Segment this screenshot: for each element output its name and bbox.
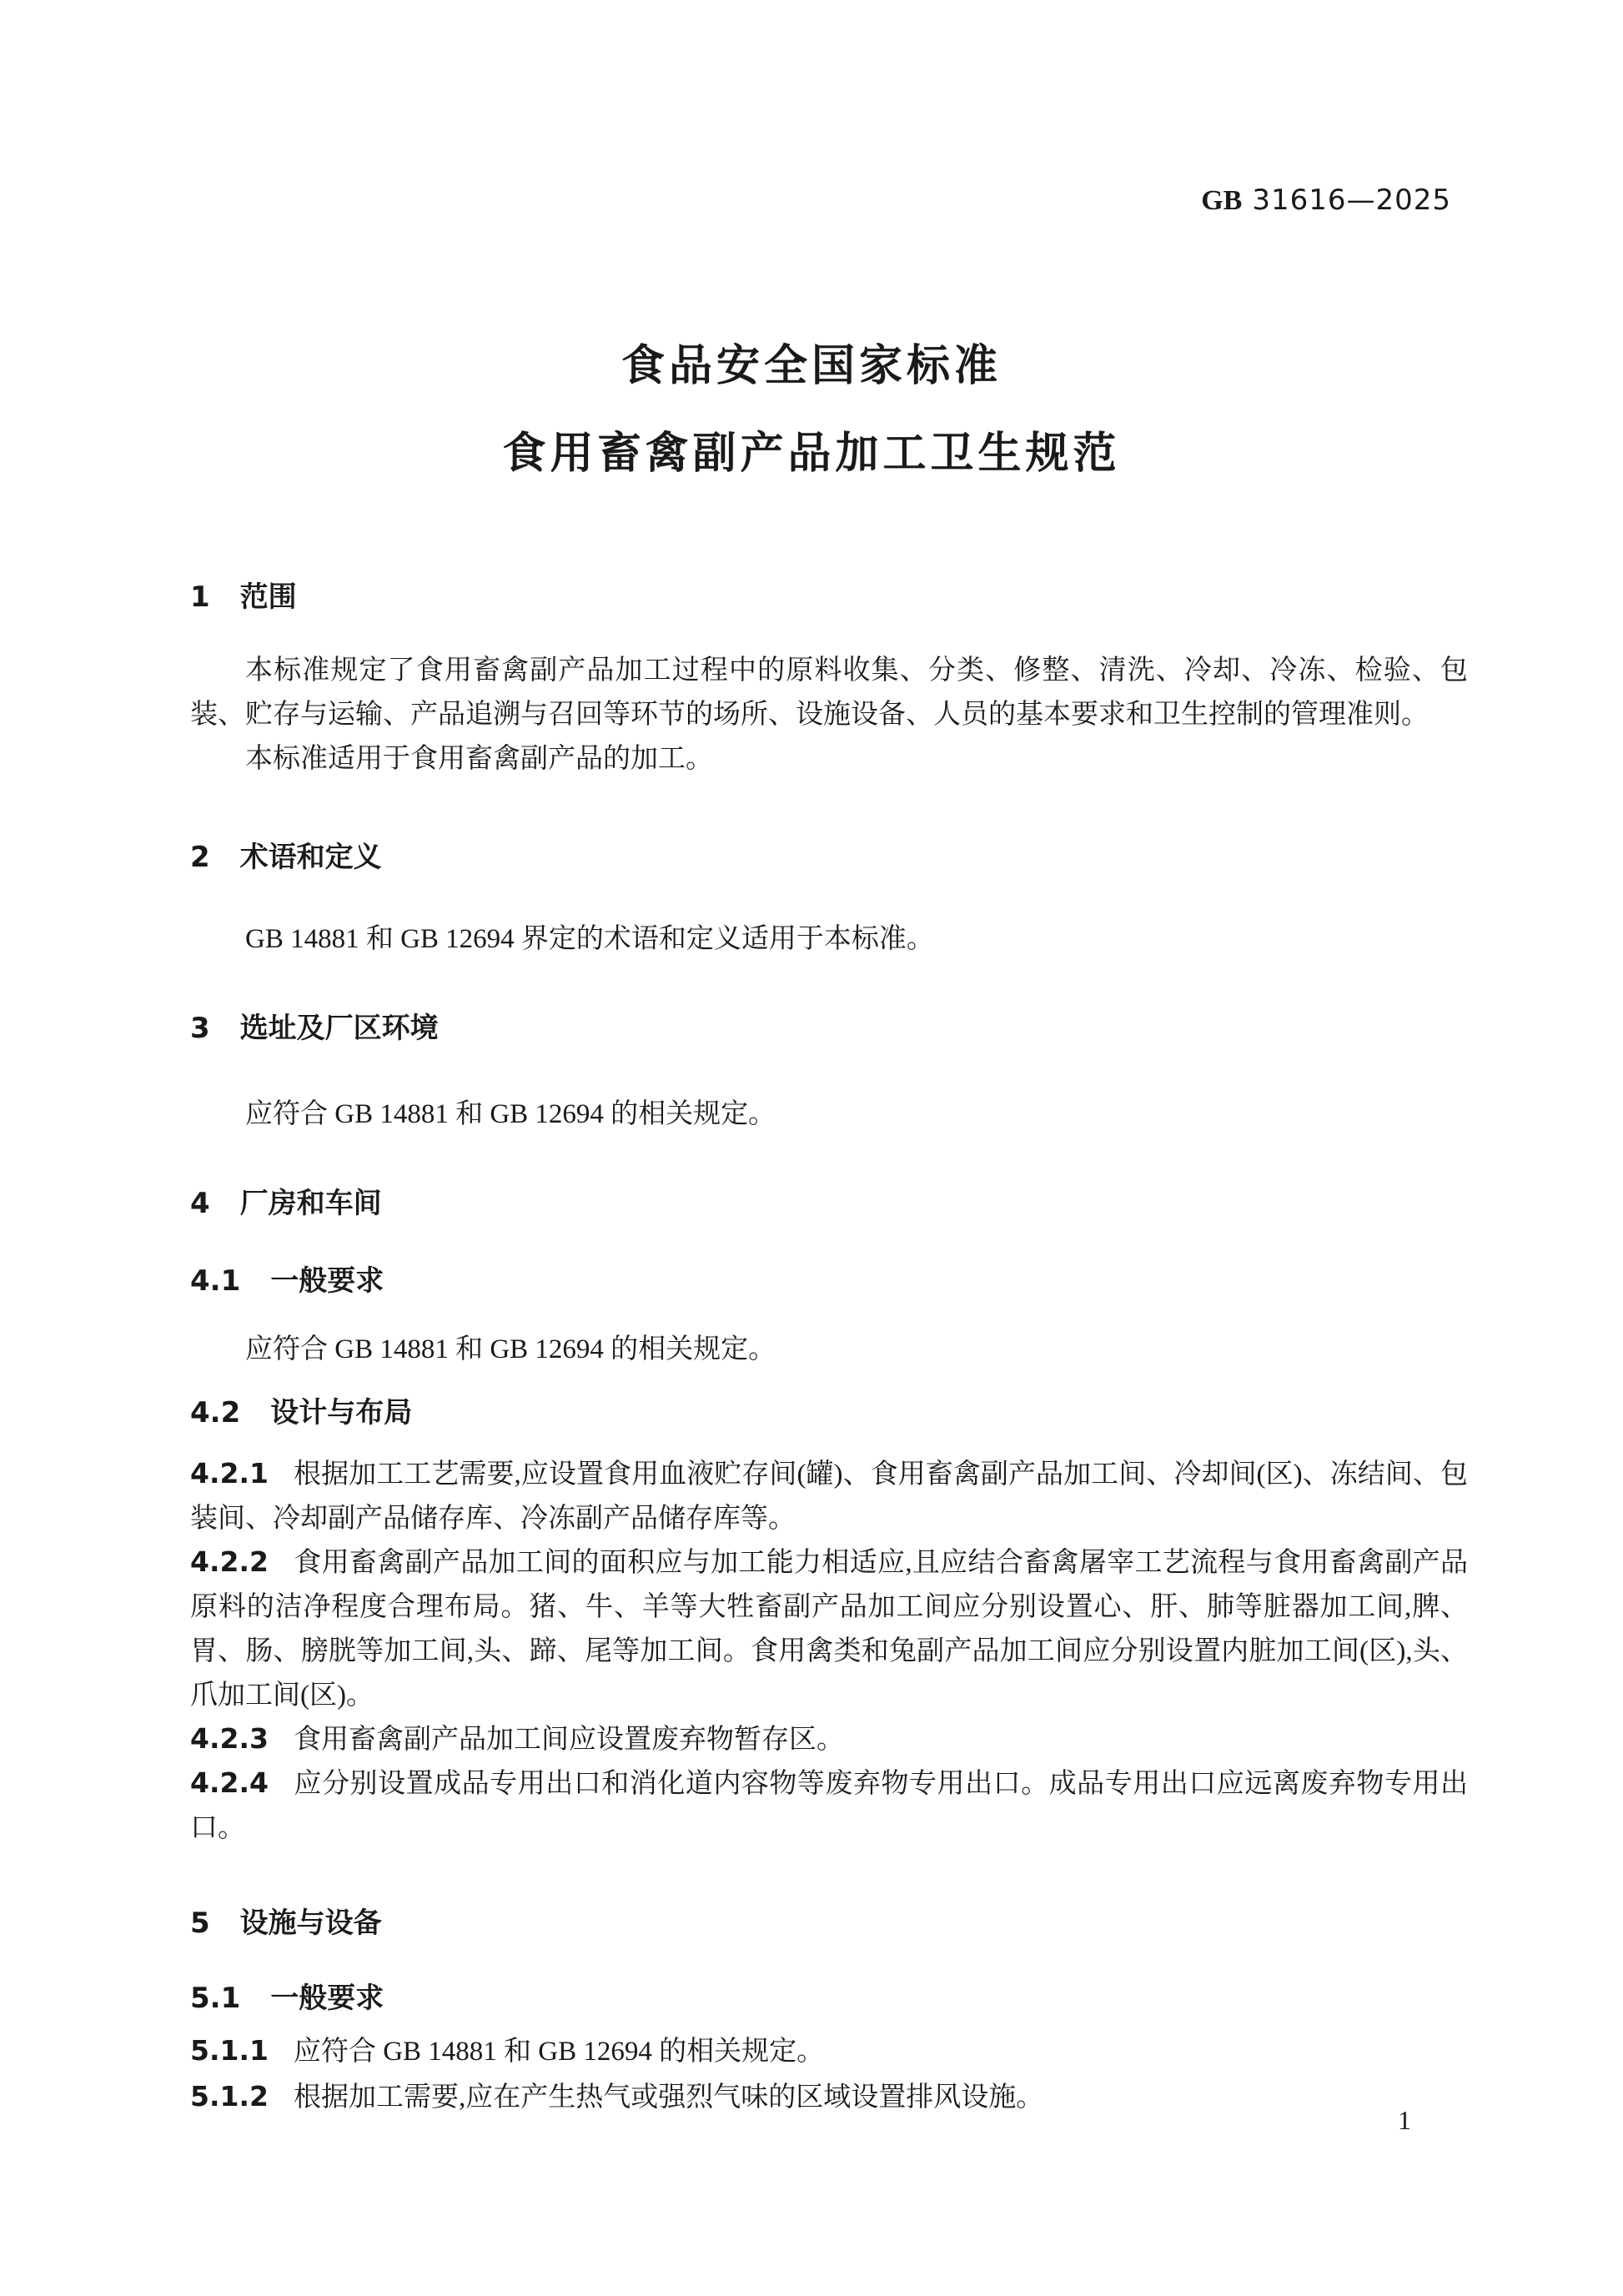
section-5-number: 5 [190, 1907, 210, 1940]
section-4-1-heading [190, 1258, 384, 1299]
section-2-paragraph-1: GB 14881 和 GB 12694 界定的术语和定义适用于本标准。 [245, 924, 934, 954]
section-1-heading [190, 574, 297, 615]
clause-4-2-2-text: 食用畜禽副产品加工间的面积应与加工能力相适应,且应结合畜禽屠宰工艺流程与食用畜禽副产品原料的洁净程度合理布局。猪、牛、羊等大牲畜副产品加工间应分别设置心、肝、肺等脏器加工间,脾、胃、肠、膀胱等加工间,头、蹄、尾等加工间。食用禽类和兔副产品加工间应分别设置内脏加工间(区),头、爪加工间(区)。 [190, 1548, 1468, 1711]
section-5-1-number: 5.1 [190, 1982, 241, 2015]
section-1-number: 1 [190, 580, 210, 614]
clause-5-1-2-text: 根据加工需要,应在产生热气或强烈气味的区域设置排风设施。 [293, 2082, 1044, 2113]
section-4-heading [190, 1180, 382, 1221]
clause-4-2-1-number: 4.2.1 [190, 1457, 269, 1490]
section-2-heading [190, 834, 382, 875]
standard-code-prefix: GB [1201, 185, 1243, 216]
section-4-2-title: 设计与布局 [270, 1396, 413, 1429]
clause-4-2-4-number: 4.2.4 [190, 1766, 269, 1799]
section-5-1-heading [190, 1975, 384, 2016]
section-5-1-title: 一般要求 [270, 1982, 384, 2015]
section-3-paragraph-1: 应符合 GB 14881 和 GB 12694 的相关规定。 [245, 1099, 776, 1129]
section-3-heading [190, 1005, 439, 1046]
clause-4-2-4-text: 应分别设置成品专用出口和消化道内容物等废弃物专用出口。成品专用出口应远离废弃物专用出口。 [190, 1769, 1468, 1843]
clause-5-1-1 [190, 2028, 1468, 2074]
section-3-number: 3 [190, 1012, 210, 1045]
section-5-title: 设施与设备 [239, 1907, 382, 1940]
clause-4-2-4 [190, 1761, 1468, 1851]
section-2-number: 2 [190, 841, 210, 874]
page-number: 1 [1398, 2105, 1411, 2135]
section-5-heading [190, 1900, 382, 1941]
clause-5-1-2 [190, 2074, 1468, 2120]
section-1-title: 范围 [239, 580, 297, 614]
section-4-1-number: 4.1 [190, 1264, 241, 1298]
standard-code-number: 31616—2025 [1252, 183, 1451, 217]
section-4-1-paragraph-1: 应符合 GB 14881 和 GB 12694 的相关规定。 [245, 1334, 776, 1364]
clause-5-1-1-text: 应符合 GB 14881 和 GB 12694 的相关规定。 [293, 2037, 825, 2067]
section-2-title: 术语和定义 [239, 841, 382, 874]
clause-5-1-1-number: 5.1.1 [190, 2034, 269, 2067]
section-4-2-heading [190, 1389, 412, 1430]
clause-4-2-1 [190, 1451, 1468, 1541]
section-4-number: 4 [190, 1187, 210, 1220]
section-4-2-number: 4.2 [190, 1396, 241, 1429]
section-4-title: 厂房和车间 [239, 1187, 382, 1220]
clause-4-2-1-text: 根据加工工艺需要,应设置食用血液贮存间(罐)、食用畜禽副产品加工间、冷却间(区)、冻结间、包装间、冷却副产品储存库、冷冻副产品储存库等。 [190, 1459, 1468, 1534]
section-1-paragraph-1: 本标准规定了食用畜禽副产品加工过程中的原料收集、分类、修整、清洗、冷却、冷冻、检验、包装、贮存与运输、产品追溯与召回等环节的场所、设施设备、人员的基本要求和卫生控制的管理准则。 [190, 656, 1468, 730]
clause-4-2-3-number: 4.2.3 [190, 1722, 269, 1755]
section-1-paragraph-2: 本标准适用于食用畜禽副产品的加工。 [245, 744, 713, 774]
clause-4-2-3-text: 食用畜禽副产品加工间应设置废弃物暂存区。 [293, 1725, 844, 1755]
section-4-1-title: 一般要求 [270, 1264, 384, 1298]
clause-4-2-2 [190, 1540, 1468, 1718]
standard-code [1201, 183, 1451, 217]
clause-5-1-2-number: 5.1.2 [190, 2080, 269, 2113]
clause-4-2-2-number: 4.2.2 [190, 1545, 269, 1578]
section-3-title: 选址及厂区环境 [239, 1012, 439, 1045]
doc-title-line2: 食用畜禽副产品加工卫生规范 [502, 429, 1121, 479]
clause-4-2-3 [190, 1716, 1468, 1762]
doc-title-line1: 食品安全国家标准 [621, 341, 1002, 391]
